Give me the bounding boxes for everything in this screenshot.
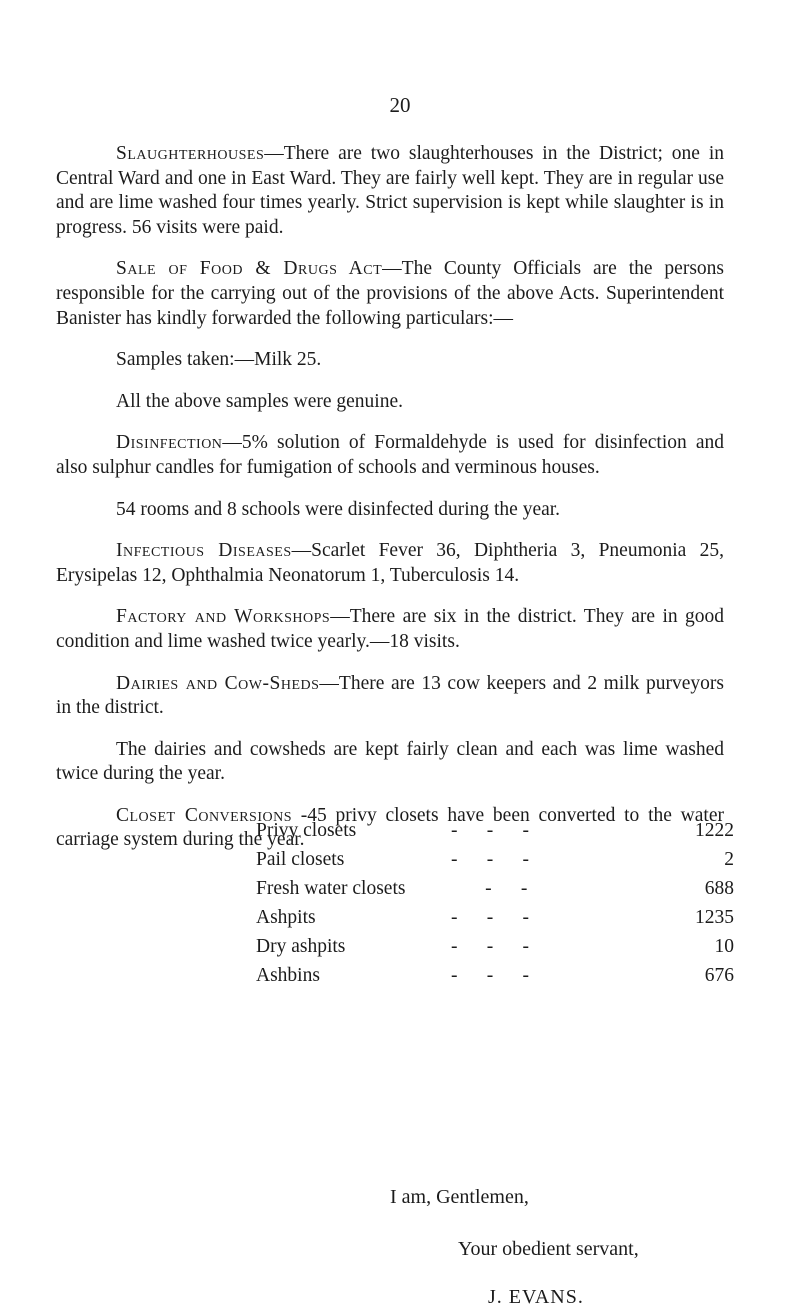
table-row bbox=[256, 820, 734, 849]
section-heading: Factory and Workshops bbox=[116, 606, 331, 628]
table-row bbox=[256, 878, 734, 907]
report-body bbox=[56, 142, 724, 870]
leader-dashes: - - - bbox=[451, 907, 529, 928]
paragraph-text: —There are 13 cow keepers and 2 milk purveyors in the district. bbox=[56, 672, 724, 719]
closet-count: 688 bbox=[704, 878, 734, 899]
closet-count: 1222 bbox=[695, 820, 734, 841]
closing-salutation: I am, Gentlemen, bbox=[390, 1186, 529, 1208]
closet-label: Pail closets bbox=[256, 849, 345, 870]
closet-count: 676 bbox=[704, 965, 734, 986]
paragraph-rooms-disinfected bbox=[56, 498, 724, 523]
paragraph-text: -45 privy closets have been converted to the water carriage system during the year. bbox=[56, 804, 724, 851]
closet-label: Privy closets bbox=[256, 820, 357, 841]
closets-table bbox=[256, 820, 734, 994]
leader-dashes: - - - bbox=[451, 820, 529, 841]
paragraph-dairies bbox=[56, 672, 724, 721]
paragraph-text: Samples taken:—Milk 25. bbox=[116, 349, 322, 371]
page-number: 20 bbox=[389, 93, 411, 117]
section-heading: Dairies and Cow-Sheds bbox=[116, 672, 320, 694]
paragraph-text: 54 rooms and 8 schools were disinfected during the year. bbox=[116, 498, 561, 520]
table-row bbox=[256, 907, 734, 936]
paragraph-samples-genuine bbox=[56, 390, 724, 415]
closet-label: Dry ashpits bbox=[256, 936, 346, 957]
table-row bbox=[256, 965, 734, 994]
closet-count: 10 bbox=[714, 936, 734, 957]
closet-label: Fresh water closets bbox=[256, 878, 406, 899]
paragraph-text: —There are two slaughterhouses in the District; one in Central Ward and one in East Ward. They are fairly well kept. They are in regular use and are lime washed four times yearly. Strict supervision is kept while slaughter is in progress. 56 visits were paid. bbox=[56, 143, 724, 238]
closet-label: Ashpits bbox=[256, 907, 316, 928]
section-heading: Infectious Diseases bbox=[116, 540, 292, 562]
section-heading: Disinfection bbox=[116, 432, 223, 454]
signature: J. EVANS. bbox=[488, 1286, 584, 1308]
leader-dashes: - - - bbox=[451, 936, 529, 957]
leader-dashes: - - - bbox=[451, 849, 529, 870]
closet-count: 1235 bbox=[695, 907, 734, 928]
paragraph-text: —Scarlet Fever 36, Diphtheria 3, Pneumonia 25, Erysipelas 12, Ophthalmia Neonatorum 1, Tuberculosis 14. bbox=[56, 540, 724, 586]
paragraph-text: —The County Officials are the persons responsible for the carrying out of the provisions of the above Acts. Superintendent Banister has kindly forwarded the following particulars:— bbox=[56, 258, 724, 329]
paragraph-infectious-diseases bbox=[56, 539, 724, 588]
table-row bbox=[256, 936, 734, 965]
leader-dashes: - - - bbox=[451, 965, 529, 986]
paragraph-dairies-clean bbox=[56, 738, 724, 787]
paragraph-text: The dairies and cowsheds are kept fairly clean and each was lime washed twice during the year. bbox=[56, 738, 724, 785]
closet-count: 2 bbox=[724, 849, 734, 870]
paragraph-text: —5% solution of Formaldehyde is used for disinfection and also sulphur candles for fumigation of schools and verminous houses. bbox=[56, 432, 724, 478]
section-heading: Closet Conversions bbox=[116, 804, 293, 826]
paragraph-disinfection bbox=[56, 431, 724, 480]
section-heading: Sale of Food & Drugs Act bbox=[116, 258, 383, 280]
closet-label: Ashbins bbox=[256, 965, 320, 986]
section-heading: Slaughterhouses bbox=[116, 143, 265, 164]
paragraph-slaughterhouses bbox=[56, 142, 724, 240]
closing-valediction: Your obedient servant, bbox=[458, 1238, 639, 1260]
paragraph-text: All the above samples were genuine. bbox=[116, 390, 403, 412]
table-row bbox=[256, 849, 734, 878]
paragraph-samples bbox=[56, 348, 724, 373]
paragraph-food-drugs bbox=[56, 257, 724, 331]
paragraph-factory-workshops bbox=[56, 605, 724, 654]
paragraph-text: —There are six in the district. They are in good condition and lime washed twice yearly.—18 visits. bbox=[56, 606, 725, 652]
leader-dashes: - - bbox=[451, 878, 528, 899]
